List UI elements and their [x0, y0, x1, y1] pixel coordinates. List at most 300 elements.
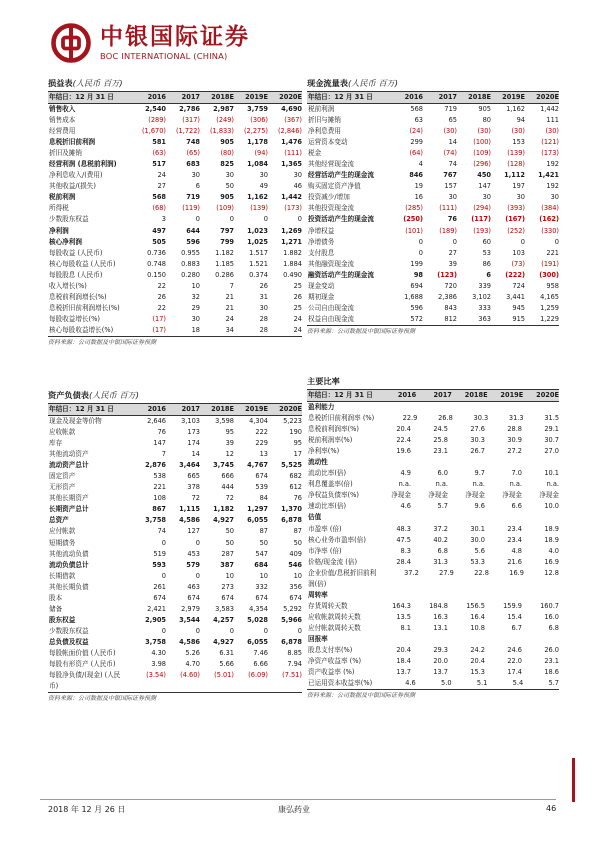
- row-label: 股本: [49, 593, 63, 602]
- row-label: 润(倍): [308, 579, 327, 588]
- row-value: (109): [216, 204, 234, 213]
- row-value: 27: [157, 182, 166, 191]
- row-value: [448, 590, 485, 601]
- table-row: [307, 678, 559, 689]
- row-value: 748: [186, 138, 200, 147]
- table-row: [307, 192, 559, 203]
- row-label: 其他经营现金流: [308, 160, 355, 169]
- column-header-year: 2016: [397, 391, 417, 399]
- row-value: 674: [187, 593, 200, 602]
- row-value: 4: [418, 160, 423, 169]
- row-value: 568: [152, 193, 166, 202]
- row-value: 6,878: [281, 516, 302, 525]
- row-value: 4,927: [213, 637, 234, 646]
- row-value: 29.3: [433, 646, 448, 655]
- row-value: 25.8: [433, 436, 448, 445]
- row-value: 7.46: [253, 648, 268, 657]
- row-label: 流动比率(倍): [308, 469, 347, 478]
- row-label: 期初现金: [308, 292, 335, 301]
- row-value: 173: [187, 428, 200, 437]
- row-value: 27.6: [470, 425, 485, 434]
- row-value: 1,370: [281, 505, 302, 514]
- row-value: 30.3: [473, 414, 489, 423]
- row-value: 4,586: [179, 637, 200, 646]
- row-value: 47.5: [396, 535, 411, 544]
- row-value: 1.882: [283, 248, 302, 257]
- row-value: 6.7: [511, 623, 522, 632]
- row-value: (123): [437, 270, 457, 279]
- row-value: 18.9: [544, 535, 559, 544]
- table-row: [307, 104, 559, 115]
- row-value: 30: [550, 193, 559, 202]
- row-value: (317): [182, 116, 200, 125]
- row-value: 1,269: [281, 226, 302, 235]
- row-value: 60: [482, 237, 491, 246]
- row-value: 27.9: [439, 568, 454, 577]
- row-label: 税金: [308, 149, 322, 158]
- row-value: 674: [153, 593, 166, 602]
- row-label: 速动比率(倍): [308, 502, 347, 511]
- row-value: [448, 457, 485, 468]
- row-value: 1,084: [247, 160, 268, 169]
- row-value: [366, 634, 411, 645]
- row-value: 10: [225, 571, 234, 580]
- row-label: 息税折旧前利润率 (%): [308, 414, 375, 423]
- row-value: 25: [293, 303, 302, 312]
- row-value: n.a.: [435, 480, 448, 489]
- row-value: 538: [153, 472, 166, 481]
- row-value: 12.8: [544, 568, 559, 577]
- row-value: 666: [221, 472, 234, 481]
- table-row: [307, 479, 559, 490]
- row-value: 596: [186, 237, 200, 246]
- row-value: 519: [153, 549, 166, 558]
- row-value: 18.9: [544, 524, 559, 533]
- row-value: 18.6: [544, 668, 559, 677]
- row-value: 2,646: [147, 417, 166, 425]
- table-row: [307, 126, 559, 137]
- income-statement-title: 损益表(人民币 百万): [48, 78, 123, 88]
- row-label: 折旧与摊销: [308, 116, 341, 125]
- table-row: [307, 237, 559, 248]
- row-value: 39: [225, 439, 234, 448]
- row-label: 其他融资现金流: [308, 259, 355, 268]
- row-value: 26: [259, 281, 268, 290]
- row-value: (289): [148, 116, 166, 125]
- row-value: 10.1: [544, 469, 559, 478]
- row-label: 流动资产总计: [49, 461, 89, 470]
- row-value: 39: [448, 259, 457, 268]
- row-value: 13.1: [433, 623, 448, 632]
- row-value: (306): [250, 116, 268, 125]
- table-row: [48, 159, 302, 170]
- row-value: [485, 402, 522, 413]
- row-value: 682: [289, 472, 302, 481]
- column-header-year: 2019E: [502, 93, 525, 101]
- cashflow-section: [307, 77, 559, 337]
- row-value: 30.7: [544, 436, 559, 445]
- table-row: [307, 248, 559, 259]
- row-label: 市盈率 (倍): [308, 524, 342, 533]
- row-value: 31.3: [508, 414, 524, 423]
- row-value: (17): [152, 314, 166, 323]
- row-value: 0: [263, 626, 268, 635]
- table-row: [307, 259, 559, 270]
- row-value: 5.7: [437, 502, 448, 511]
- row-value: 7.94: [287, 660, 302, 669]
- row-value: 463: [187, 582, 200, 591]
- row-value: 80: [482, 116, 491, 125]
- row-value: n.a.: [509, 480, 522, 489]
- row-value: 5,525: [281, 461, 302, 470]
- row-value: 28: [259, 325, 268, 334]
- row-value: (222): [505, 270, 525, 279]
- row-label: 每股有形资产 (人民币): [49, 660, 116, 669]
- table-row: [48, 681, 302, 692]
- row-value: 30.9: [507, 436, 522, 445]
- row-value: 0.736: [147, 248, 166, 257]
- column-header-year: 2017: [433, 391, 452, 399]
- row-value: 27.2: [507, 447, 522, 456]
- row-value: 21: [225, 303, 234, 312]
- table-row: [307, 524, 559, 535]
- row-value: 581: [152, 138, 166, 147]
- column-header-year: 2017: [181, 405, 200, 413]
- row-value: 22.4: [396, 436, 411, 445]
- row-value: 5.7: [548, 679, 559, 688]
- row-value: 694: [410, 281, 423, 290]
- row-value: 12: [225, 450, 234, 459]
- table-row: [48, 471, 302, 482]
- row-value: 30.3: [470, 436, 485, 445]
- row-value: 13: [259, 450, 268, 459]
- row-value: 30: [482, 193, 491, 202]
- table-row: [48, 637, 302, 648]
- column-header-year: 2020E: [279, 93, 302, 101]
- table-row: [307, 435, 559, 446]
- row-value: 0: [229, 215, 234, 224]
- row-value: 1,162: [506, 105, 525, 113]
- row-value: (139): [507, 149, 525, 158]
- table-row: [48, 626, 302, 637]
- row-value: 53: [482, 248, 491, 257]
- row-value: 6,055: [247, 637, 268, 646]
- table-row: [307, 314, 559, 325]
- row-label: 其他投资现金流: [308, 204, 355, 213]
- row-value: 48.3: [396, 524, 411, 533]
- row-value: 8.85: [287, 648, 302, 657]
- table-row: [307, 115, 559, 126]
- row-value: 190: [289, 428, 302, 437]
- row-label: 应付帐款: [49, 527, 76, 536]
- table-row: [48, 604, 302, 615]
- row-value: 192: [546, 160, 559, 169]
- row-value: 4,927: [213, 516, 234, 525]
- row-value: 843: [444, 303, 457, 312]
- row-value: 719: [444, 105, 457, 113]
- row-value: 30: [191, 171, 200, 180]
- row-value: 0: [297, 626, 302, 635]
- column-header-year: 2020E: [279, 405, 302, 413]
- row-label: 其他流动负债: [49, 549, 89, 558]
- row-label: 核心每股收益增长(%): [49, 325, 114, 334]
- row-value: 6.0: [437, 469, 448, 478]
- boc-logo: [50, 20, 250, 66]
- footer-divider: [40, 799, 556, 800]
- row-label: 盈利能力: [308, 403, 335, 411]
- row-value: 1,442: [540, 105, 559, 113]
- row-value: 7.0: [511, 469, 522, 478]
- table-row: [48, 192, 302, 203]
- row-label: 已运用资本收益率(%): [308, 679, 373, 688]
- row-value: (30): [511, 127, 525, 136]
- row-value: 1,178: [247, 138, 268, 147]
- row-label: 净资产收益率 (%): [308, 657, 362, 666]
- row-value: 192: [546, 182, 559, 191]
- row-value: 674: [289, 593, 302, 602]
- row-value: 87: [259, 527, 268, 536]
- table-row: [48, 493, 302, 504]
- row-value: 16.9: [544, 557, 559, 566]
- row-label: 销售收入: [49, 105, 76, 113]
- row-value: 539: [255, 483, 268, 492]
- row-value: 111: [546, 116, 559, 125]
- row-value: [366, 579, 411, 590]
- table-row: [48, 449, 302, 460]
- row-value: 净现金: [539, 491, 559, 500]
- table-row: [307, 535, 559, 546]
- row-value: 40.2: [433, 535, 448, 544]
- balance-sheet-section: [48, 389, 302, 704]
- row-value: 49: [259, 182, 268, 191]
- column-header-year: 2018E: [464, 391, 488, 399]
- row-value: 5.1: [476, 679, 488, 688]
- row-value: 164.3: [392, 601, 411, 610]
- row-value: [522, 579, 559, 590]
- row-value: 净现金: [502, 491, 522, 500]
- column-header-label: 年结日：12 月 31 日: [308, 391, 373, 399]
- row-label: 应收帐款周转天数: [308, 612, 361, 621]
- row-value: 4.70: [185, 660, 200, 669]
- row-label: 现金变动: [308, 281, 335, 290]
- row-value: (139): [250, 204, 268, 213]
- row-value: 3,745: [213, 461, 234, 470]
- row-value: 683: [186, 160, 200, 169]
- row-value: 184.8: [429, 601, 448, 610]
- row-value: 497: [152, 226, 166, 235]
- row-value: [485, 457, 522, 468]
- row-value: 13.7: [433, 668, 448, 677]
- row-value: (193): [473, 226, 491, 235]
- row-value: 9.7: [474, 469, 485, 478]
- row-value: 5.66: [219, 660, 234, 669]
- table-row: [48, 237, 302, 248]
- row-label: 每股帐面价值 (人民币): [49, 648, 116, 657]
- row-value: 5.26: [185, 648, 200, 657]
- row-value: 174: [187, 439, 200, 448]
- row-value: 593: [152, 560, 166, 569]
- row-value: (1,670): [141, 127, 166, 136]
- row-value: 4,165: [540, 292, 559, 301]
- row-value: 50: [225, 538, 234, 547]
- row-value: 684: [254, 560, 268, 569]
- row-value: 24.6: [507, 646, 522, 655]
- row-value: 22.9: [402, 414, 418, 423]
- row-value: 4,354: [249, 604, 268, 613]
- column-header-label: 年结日：12 月 31 日: [49, 93, 114, 101]
- table-row: [48, 314, 302, 325]
- column-header-year: 2017: [438, 93, 457, 101]
- row-value: 0: [554, 237, 559, 246]
- row-value: 2,876: [145, 461, 166, 470]
- row-label: 估值: [308, 513, 322, 522]
- table-row: [48, 270, 302, 281]
- row-label: 税前利润率(%): [308, 436, 353, 445]
- row-value: 0: [161, 571, 166, 580]
- row-value: 0.490: [283, 270, 302, 279]
- row-value: 0: [195, 626, 200, 635]
- row-value: 905: [478, 105, 491, 113]
- row-value: [366, 402, 411, 413]
- table-row: [307, 214, 559, 225]
- table-row: [307, 490, 559, 501]
- row-value: 958: [546, 281, 559, 290]
- row-value: 4.6: [405, 679, 416, 688]
- column-header-year: 2020E: [536, 93, 559, 101]
- row-value: 16.3: [433, 612, 448, 621]
- row-value: 221: [546, 248, 559, 257]
- row-value: 30.1: [470, 524, 485, 533]
- table-row: [307, 634, 559, 645]
- row-value: 0.280: [181, 270, 200, 279]
- row-value: 10.0: [544, 502, 559, 511]
- row-value: (100): [473, 138, 491, 147]
- row-value: 644: [186, 226, 200, 235]
- row-value: 4.9: [400, 469, 411, 478]
- row-label: 净利润: [49, 226, 69, 235]
- row-value: (7.51): [282, 671, 302, 680]
- row-value: 453: [187, 549, 200, 558]
- row-value: 299: [410, 138, 423, 147]
- row-value: 1,688: [404, 292, 423, 301]
- row-value: (73): [511, 259, 525, 268]
- row-value: 905: [220, 193, 234, 202]
- row-value: [411, 590, 448, 601]
- row-label: 折旧及摊销: [49, 149, 82, 158]
- row-value: 46: [293, 182, 302, 191]
- row-value: (5.01): [214, 671, 234, 680]
- table-row: [307, 270, 559, 281]
- row-value: 0: [263, 215, 268, 224]
- row-label: 其他流动资产: [49, 450, 89, 459]
- row-value: 30: [259, 303, 268, 312]
- row-label: 权益自由现金流: [308, 314, 355, 323]
- table-row: [48, 214, 302, 225]
- row-value: [448, 512, 485, 523]
- row-label: 库存: [49, 439, 63, 448]
- row-value: 72: [191, 494, 200, 503]
- table-row: [307, 590, 559, 601]
- row-value: 27.0: [544, 447, 559, 456]
- row-value: 1.521: [249, 259, 268, 268]
- row-value: 13.7: [396, 668, 411, 677]
- row-value: 30.0: [470, 535, 485, 544]
- row-value: 37.2: [404, 568, 419, 577]
- row-label: 应付帐款周转天数: [308, 623, 361, 632]
- row-label: 市净率 (倍): [308, 546, 342, 555]
- row-value: [411, 457, 448, 468]
- table-row: [307, 148, 559, 159]
- row-value: 94: [516, 116, 525, 125]
- table-row: [48, 303, 302, 314]
- row-value: 20.4: [396, 425, 411, 434]
- table-row: [48, 416, 302, 427]
- row-value: n.a.: [398, 480, 411, 489]
- row-value: 1,162: [247, 193, 268, 202]
- row-label: 每股股息 (人民币): [49, 270, 103, 279]
- balance-sheet-table: [48, 403, 302, 693]
- row-value: [411, 634, 448, 645]
- row-label: 股东权益: [49, 615, 76, 624]
- row-value: (121): [541, 138, 559, 147]
- row-value: n.a.: [472, 480, 485, 489]
- table-row: [48, 515, 302, 526]
- row-value: [268, 681, 302, 692]
- row-value: 767: [443, 171, 457, 180]
- row-value: [448, 579, 485, 590]
- row-value: 28.8: [507, 425, 522, 434]
- table-row: [48, 259, 302, 270]
- row-value: 846: [409, 171, 423, 180]
- row-value: 3,598: [215, 417, 234, 425]
- row-value: 6.31: [219, 648, 234, 657]
- row-value: [128, 681, 166, 692]
- row-value: [485, 512, 522, 523]
- row-value: 867: [152, 505, 166, 514]
- row-value: [166, 681, 200, 692]
- footer-date: 2018 年 12 月 26 日: [48, 805, 126, 814]
- row-label: 投资活动产生的现金流: [308, 215, 374, 224]
- row-value: 450: [477, 171, 491, 180]
- row-value: 净现金: [428, 491, 448, 500]
- row-value: 103: [512, 248, 525, 257]
- table-row: [307, 226, 559, 237]
- table-row: [48, 203, 302, 214]
- row-value: [366, 512, 411, 523]
- row-label: 无形资产: [49, 483, 76, 492]
- row-value: 0.374: [249, 270, 268, 279]
- row-value: 945: [512, 303, 525, 312]
- row-label: 总负债及权益: [49, 637, 89, 646]
- table-row: [48, 482, 302, 493]
- row-value: 4.30: [151, 648, 166, 657]
- row-value: 74: [448, 160, 457, 169]
- row-label: 融资活动产生的现金流: [308, 270, 374, 279]
- row-value: 0.883: [181, 259, 200, 268]
- row-value: 674: [221, 593, 234, 602]
- row-value: 3,464: [179, 461, 200, 470]
- cashflow-title: 现金流量表(人民币 百万): [307, 78, 398, 88]
- table-row: [307, 292, 559, 303]
- table-row: [307, 546, 559, 557]
- row-value: 24: [293, 325, 302, 334]
- row-value: 50: [259, 538, 268, 547]
- row-value: 10: [293, 571, 302, 580]
- row-value: 86: [482, 259, 491, 268]
- row-value: 1,271: [281, 237, 302, 246]
- income-statement-table: [48, 91, 302, 337]
- row-value: [522, 457, 559, 468]
